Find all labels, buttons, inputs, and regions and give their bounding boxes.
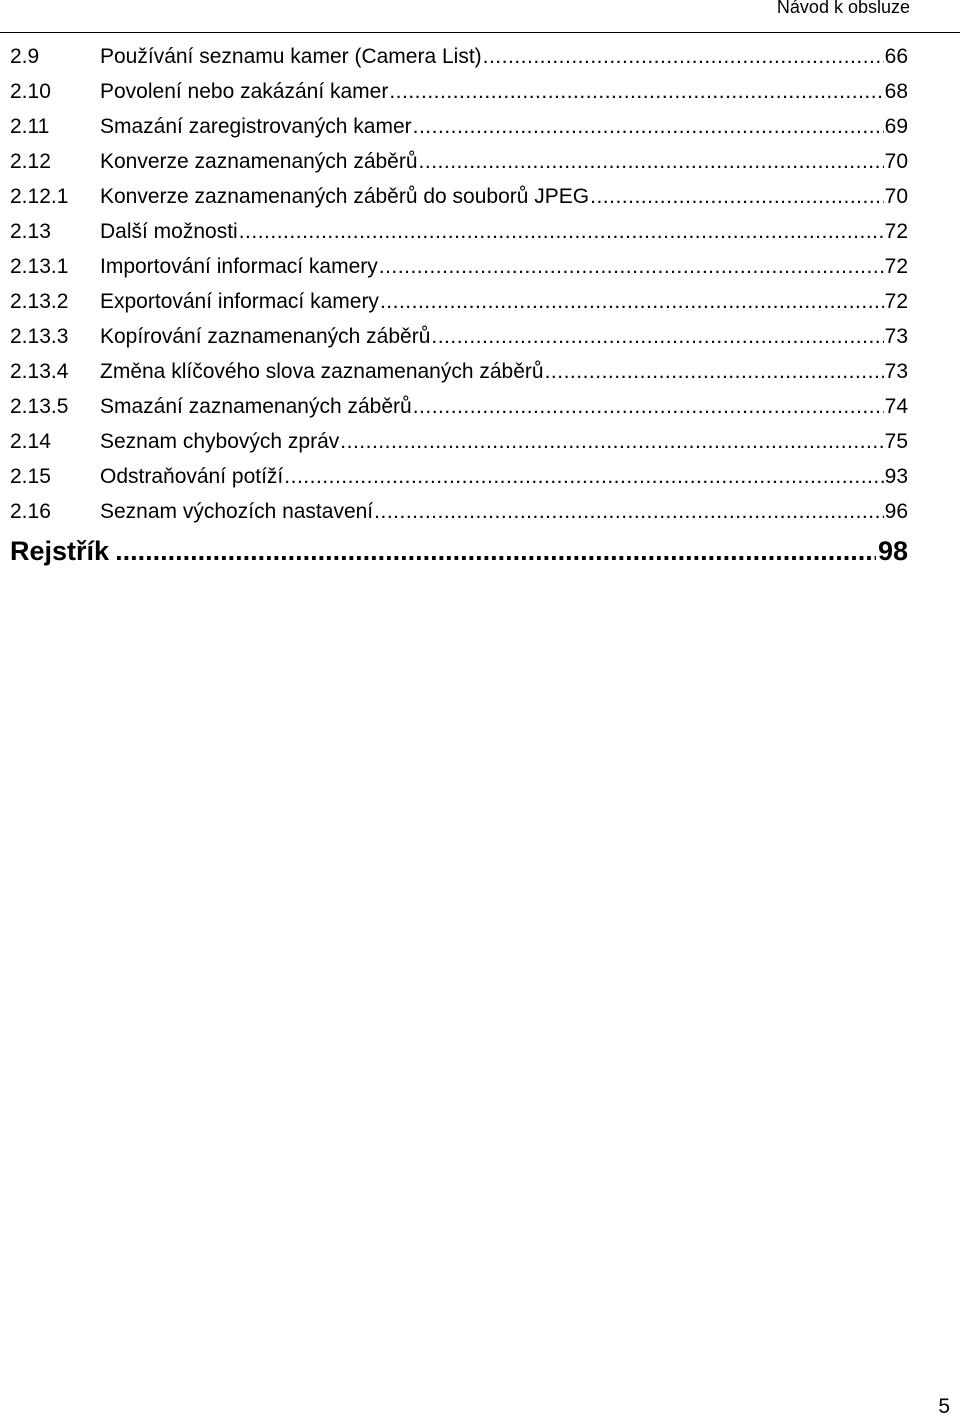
- toc-entry-page: 72: [884, 255, 908, 278]
- toc-entry-page: 74: [884, 395, 908, 418]
- toc-entry-page: 70: [884, 185, 908, 208]
- toc-entry-page: 93: [884, 465, 908, 488]
- toc-entry[interactable]: [10, 109, 908, 144]
- toc-entry-number: 2.12: [10, 150, 51, 173]
- table-of-contents: [10, 39, 908, 571]
- toc-entry-number: 2.13: [10, 220, 51, 243]
- toc-entry[interactable]: [10, 179, 908, 214]
- toc-index-page: 98: [877, 536, 908, 566]
- toc-entry[interactable]: [10, 389, 908, 424]
- toc-entry-number: 2.13.4: [10, 360, 69, 383]
- toc-entry-title: Seznam chybových zpráv: [100, 430, 340, 453]
- toc-dot-leader: [340, 424, 883, 459]
- toc-entry-page: 72: [884, 290, 908, 313]
- toc-entry-title: Odstraňování potíží: [100, 465, 284, 488]
- toc-entry-page: 73: [884, 325, 908, 348]
- toc-entry-number: 2.9: [10, 45, 40, 68]
- toc-dot-leader: [419, 144, 884, 179]
- toc-dot-leader: [431, 319, 883, 354]
- toc-entry-page: 96: [884, 500, 908, 523]
- toc-entry-title: Importování informací kamery: [100, 255, 378, 278]
- toc-entry-title: Povolení nebo zakázání kamer: [100, 80, 389, 103]
- toc-entry-title: Seznam výchozích nastavení: [100, 500, 374, 523]
- toc-entry[interactable]: [10, 459, 908, 494]
- page-number: 5: [938, 1395, 950, 1418]
- toc-entry-title: Kopírování zaznamenaných záběrů: [100, 325, 431, 348]
- toc-entry-number: 2.10: [10, 80, 51, 103]
- toc-entry-title: Smazání zaregistrovaných kamer: [100, 115, 412, 138]
- toc-dot-leader: [284, 459, 883, 494]
- toc-entry[interactable]: [10, 319, 908, 354]
- toc-entry[interactable]: [10, 284, 908, 319]
- toc-entry-page: 72: [884, 220, 908, 243]
- toc-entry-title: Změna klíčového slova zaznamenaných záběrů: [100, 360, 544, 383]
- running-header-title: Návod k obsluze: [776, 0, 910, 17]
- toc-dot-leader: [380, 284, 884, 319]
- toc-index-entry[interactable]: [10, 531, 908, 571]
- toc-dot-leader: [389, 74, 883, 109]
- toc-entry-number: 2.13.1: [10, 255, 69, 278]
- toc-dot-leader: [413, 389, 884, 424]
- toc-entry-number: 2.14: [10, 430, 51, 453]
- toc-entry-number: 2.13.2: [10, 290, 69, 313]
- toc-entry[interactable]: [10, 424, 908, 459]
- header-divider: [0, 32, 960, 33]
- toc-entry-number: 2.15: [10, 465, 51, 488]
- toc-entry-number: 2.16: [10, 500, 51, 523]
- toc-entry[interactable]: [10, 249, 908, 284]
- toc-dot-leader: [545, 354, 884, 389]
- toc-entry[interactable]: [10, 354, 908, 389]
- toc-dot-leader: [590, 179, 884, 214]
- toc-entry-title: Používání seznamu kamer (Camera List): [100, 45, 482, 68]
- toc-dot-leader: [483, 39, 884, 74]
- toc-dot-leader: [239, 214, 884, 249]
- toc-entry-title: Exportování informací kamery: [100, 290, 379, 313]
- toc-entry-title: Konverze zaznamenaných záběrů: [100, 150, 418, 173]
- toc-dot-leader: [115, 531, 876, 571]
- toc-entry[interactable]: [10, 74, 908, 109]
- toc-entry-number: 2.11: [10, 115, 50, 138]
- toc-entry-page: 68: [884, 80, 908, 103]
- toc-entry-page: 70: [884, 150, 908, 173]
- toc-entry-page: 69: [884, 115, 908, 138]
- toc-entry-page: 66: [884, 45, 908, 68]
- toc-entry-page: 73: [884, 360, 908, 383]
- toc-entry[interactable]: [10, 214, 908, 249]
- toc-entry[interactable]: [10, 494, 908, 529]
- toc-dot-leader: [374, 494, 883, 529]
- toc-dot-leader: [379, 249, 884, 284]
- toc-entry[interactable]: [10, 39, 908, 74]
- toc-index-title: Rejstřík: [10, 536, 110, 566]
- toc-entry-title: Smazání zaznamenaných záběrů: [100, 395, 412, 418]
- toc-entry[interactable]: [10, 144, 908, 179]
- toc-entry-number: 2.12.1: [10, 185, 69, 208]
- toc-dot-leader: [413, 109, 884, 144]
- toc-entry-page: 75: [884, 430, 908, 453]
- toc-entry-number: 2.13.3: [10, 325, 69, 348]
- toc-entry-number: 2.13.5: [10, 395, 69, 418]
- toc-entry-title: Další možnosti: [100, 220, 238, 243]
- toc-entry-title: Konverze zaznamenaných záběrů do souborů JPEG: [100, 185, 590, 208]
